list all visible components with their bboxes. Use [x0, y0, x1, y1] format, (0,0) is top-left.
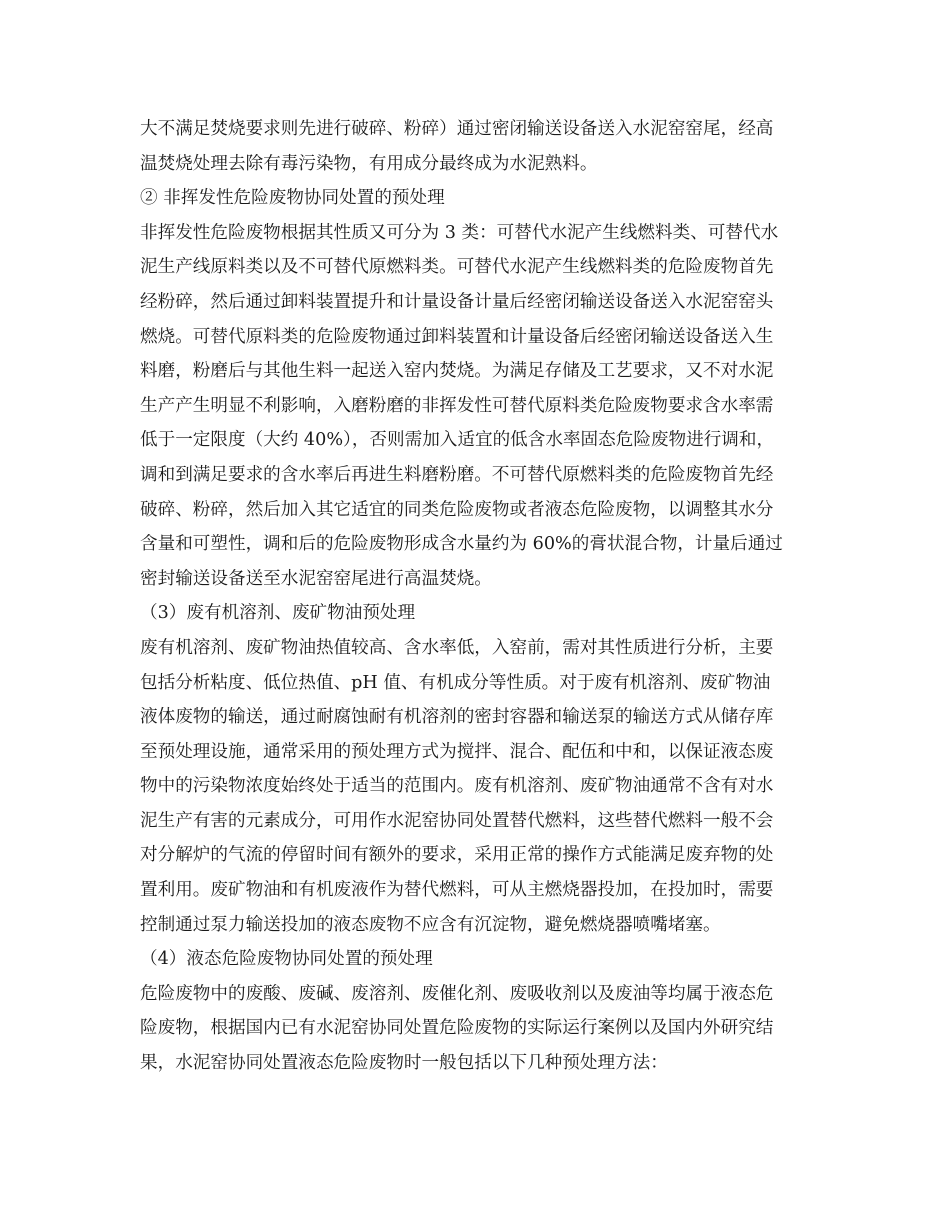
body-line: 危险废物中的废酸、废碱、废溶剂、废催化剂、废吸收剂以及废油等均属于液态危: [140, 983, 774, 1004]
body-line: 调和到满足要求的含水率后再进生料磨粉磨。不可替代原燃料类的危险废物首先经: [140, 464, 774, 485]
document-body: [140, 112, 820, 1081]
body-line: 低于一定限度（大约 40%），否则需加入适宜的低含水率固态危险废物进行调和，: [140, 430, 775, 451]
body-line: 非挥发性危险废物根据其性质又可分为 3 类：可替代水泥产生线燃料类、可替代水: [140, 222, 779, 243]
section-heading: ② 非挥发性危险废物协同处置的预处理: [140, 188, 445, 209]
body-line: 包括分析粘度、低位热值、pH 值、有机成分等性质。对于废有机溶剂、废矿物油: [140, 672, 771, 693]
body-line: 险废物，根据国内已有水泥窑协同处置危险废物的实际运行案例以及国内外研究结: [140, 1018, 774, 1039]
body-line: 物中的污染物浓度始终处于适当的范围内。废有机溶剂、废矿物油通常不含有对水: [140, 776, 774, 797]
body-line: 大不满足焚烧要求则先进行破碎、粉碎）通过密闭输送设备送入水泥窑窑尾，经高: [140, 119, 774, 139]
body-line: 置利用。废矿物油和有机废液作为替代燃料，可从主燃烧器投加，在投加时，需要: [140, 880, 774, 901]
body-line: 泥生产线原料类以及不可替代原燃料类。可替代水泥产生线燃料类的危险废物首先: [140, 257, 774, 278]
body-line: 废有机溶剂、废矿物油热值较高、含水率低，入窑前，需对其性质进行分析，主要: [140, 637, 774, 658]
body-line: 燃烧。可替代原料类的危险废物通过卸料装置和计量设备后经密闭输送设备送入生: [140, 326, 774, 347]
body-line: 对分解炉的气流的停留时间有额外的要求，采用正常的操作方式能满足废弃物的处: [140, 845, 774, 866]
section-heading: （3）废有机溶剂、废矿物油预处理: [140, 603, 416, 624]
body-line: 经粉碎，然后通过卸料装置提升和计量设备计量后经密闭输送设备送入水泥窑窑头: [140, 291, 774, 312]
body-line: 至预处理设施，通常采用的预处理方式为搅拌、混合、配伍和中和，以保证液态废: [140, 741, 774, 762]
body-line: 果，水泥窑协同处置液态危险废物时一般包括以下几种预处理方法：: [140, 1053, 668, 1074]
body-line: 泥生产有害的元素成分，可用作水泥窑协同处置替代燃料，这些替代燃料一般不会: [140, 810, 774, 831]
body-line: 温焚烧处理去除有毒污染物，有用成分最终成为水泥熟料。: [140, 153, 598, 174]
body-line: 破碎、粉碎，然后加入其它适宜的同类危险废物或者液态危险废物，以调整其水分: [140, 499, 774, 520]
body-line: 密封输送设备送至水泥窑窑尾进行高温焚烧。: [140, 568, 492, 589]
body-line: 控制通过泵力输送投加的液态废物不应含有沉淀物，避免燃烧器喷嘴堵塞。: [140, 914, 721, 935]
body-line: 含量和可塑性，调和后的危险废物形成含水量约为 60%的膏状混合物，计量后通过: [140, 534, 783, 555]
body-line: 料磨，粉磨后与其他生料一起送入窑内焚烧。为满足存储及工艺要求，又不对水泥: [140, 361, 774, 382]
section-heading: （4）液态危险废物协同处置的预处理: [140, 949, 433, 970]
body-line: 生产产生明显不利影响，入磨粉磨的非挥发性可替代原料类危险废物要求含水率需: [140, 395, 774, 416]
body-line: 液体废物的输送，通过耐腐蚀耐有机溶剂的密封容器和输送泵的输送方式从储存库: [140, 707, 774, 728]
